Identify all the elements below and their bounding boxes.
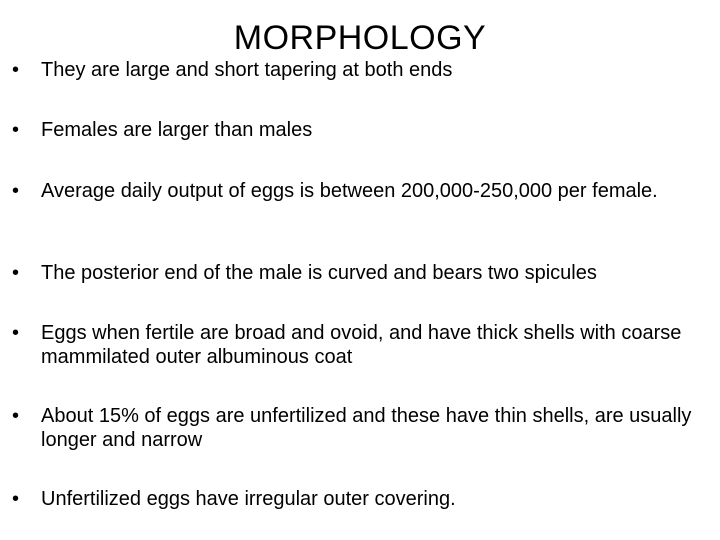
bullet-icon: • xyxy=(12,405,20,427)
bullet-text: Females are larger than males xyxy=(41,119,313,141)
bullet-item xyxy=(12,118,712,142)
bullet-text: They are large and short tapering at both ends xyxy=(41,59,453,81)
slide-title: MORPHOLOGY xyxy=(233,19,487,57)
bullet-icon: • xyxy=(12,322,20,344)
bullet-text: The posterior end of the male is curved and bears two spicules xyxy=(41,262,597,284)
bullet-item xyxy=(12,179,712,203)
bullet-icon: • xyxy=(12,59,20,81)
bullet-item xyxy=(12,261,712,285)
bullet-text: Unfertilized eggs have irregular outer covering. xyxy=(41,488,456,510)
bullet-icon: • xyxy=(12,488,20,510)
bullet-text: Average daily output of eggs is between 200,000-250,000 per female. xyxy=(41,180,658,202)
bullet-item xyxy=(12,321,712,369)
bullet-icon: • xyxy=(12,180,20,202)
bullet-item xyxy=(12,487,712,511)
bullet-text: About 15% of eggs are unfertilized and these have thin shells, are usually longer and narrow xyxy=(41,405,692,451)
bullet-icon: • xyxy=(12,262,20,284)
bullet-item xyxy=(12,404,712,452)
bullet-item xyxy=(12,58,712,82)
bullet-icon: • xyxy=(12,119,20,141)
bullet-text: Eggs when fertile are broad and ovoid, and have thick shells with coarse mammilated outer albuminous coat xyxy=(41,322,682,368)
